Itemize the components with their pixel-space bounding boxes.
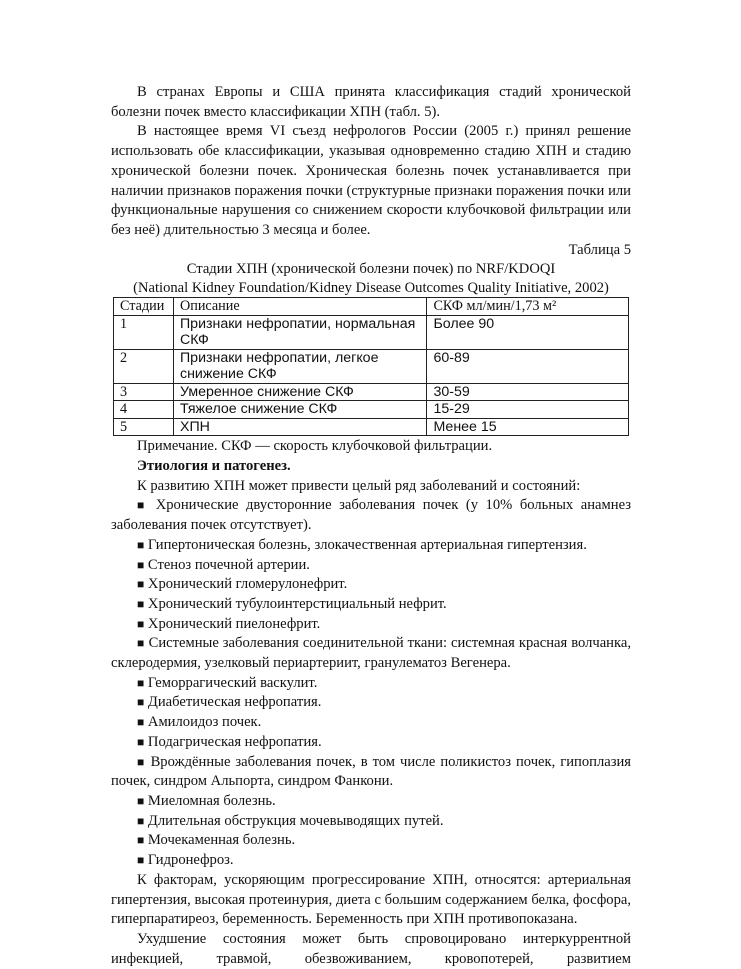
table-cell: 5 bbox=[114, 418, 174, 436]
causes-intro: К развитию ХПН может привести целый ряд заболеваний и состояний: bbox=[137, 477, 581, 494]
table-cell: 15-29 bbox=[427, 401, 629, 419]
table-header-cell: СКФ мл/мин/1,73 м² bbox=[427, 298, 629, 316]
list-item bbox=[111, 831, 631, 851]
list-item bbox=[111, 674, 631, 694]
list-item bbox=[111, 496, 631, 535]
page-content bbox=[111, 83, 631, 969]
table-header-cell: Стадии bbox=[114, 298, 174, 316]
table-cell: 2 bbox=[114, 349, 174, 383]
table-cell: Тяжелое снижение СКФ bbox=[173, 401, 426, 419]
list-item-text: Амилоидоз почек. bbox=[147, 714, 262, 731]
list-item bbox=[111, 556, 631, 576]
bullet-square-icon: ■ bbox=[137, 616, 145, 631]
table-cell: 30-59 bbox=[427, 383, 629, 401]
table-cell: 60-89 bbox=[427, 349, 629, 383]
list-item bbox=[111, 753, 631, 792]
intro-paragraph-1: В странах Европы и США принята классификация стадий хронической болезни почек вместо классификации ХПН (табл. 5). bbox=[111, 84, 631, 120]
bullet-square-icon: ■ bbox=[137, 557, 145, 572]
bullet-square-icon: ■ bbox=[137, 853, 145, 868]
list-item-text: Хронические двусторонние заболевания почек (у 10% больных анамнез заболевания почек отсутствует). bbox=[111, 497, 631, 534]
table-caption-line2: (National Kidney Foundation/Kidney Disease Outcomes Quality Initiative, 2002) bbox=[133, 279, 609, 296]
list-item-text: Подагрическая нефропатия. bbox=[147, 733, 322, 750]
bullet-square-icon: ■ bbox=[137, 577, 145, 592]
list-item-text: Хронический тубулоинтерстициальный нефрит. bbox=[147, 595, 447, 612]
final-paragraph: Ухудшение состояния может быть спровоцировано интеркуррентной инфекцией, травмой, обезвоживанием, кровопотерей, развитием bbox=[111, 930, 631, 967]
list-item bbox=[111, 713, 631, 733]
list-item-text: Диабетическая нефропатия. bbox=[147, 694, 322, 711]
table-cell: 3 bbox=[114, 383, 174, 401]
table-label: Таблица 5 bbox=[568, 241, 631, 258]
table-row bbox=[114, 401, 629, 419]
table-header-cell: Описание bbox=[173, 298, 426, 316]
list-item bbox=[111, 595, 631, 615]
list-item bbox=[111, 812, 631, 832]
list-item bbox=[111, 615, 631, 635]
bullet-square-icon: ■ bbox=[137, 675, 145, 690]
bullet-square-icon: ■ bbox=[137, 734, 145, 749]
table-header-row bbox=[114, 298, 629, 316]
table-row bbox=[114, 349, 629, 383]
bullet-square-icon: ■ bbox=[137, 498, 149, 513]
table-note: Примечание. СКФ — скорость клубочковой фильтрации. bbox=[137, 438, 493, 455]
table-cell: Менее 15 bbox=[427, 418, 629, 436]
section-heading: Этиология и патогенез. bbox=[137, 458, 291, 475]
list-item-text: Врождённые заболевания почек, в том числе поликистоз почек, гипоплазия почек, синдром Альпорта, синдром Фанкони. bbox=[111, 753, 631, 790]
intro-paragraph-2: В настоящее время VI съезд нефрологов России (2005 г.) принял решение использовать обе классификации, указывая одновременно стадию ХПН и стадию хронической болезни почек. Хроническая болезнь почек устанавливается при наличии признаков поражения почки (структурные признаки поражения почки или функциональные нарушения со снижением скорости клубочковой фильтрации или без неё) длительностью 3 месяца и более. bbox=[111, 123, 631, 238]
list-item-text: Гипертоническая болезнь, злокачественная артериальная гипертензия. bbox=[147, 536, 587, 553]
list-item-text: Хронический гломерулонефрит. bbox=[147, 576, 348, 593]
list-item bbox=[111, 536, 631, 556]
causes-list bbox=[111, 496, 631, 870]
list-item-text: Хронический пиелонефрит. bbox=[147, 615, 321, 632]
ckd-stages-table bbox=[113, 297, 629, 436]
list-item bbox=[111, 851, 631, 871]
table-row bbox=[114, 315, 629, 349]
list-item-text: Мочекаменная болезнь. bbox=[147, 832, 296, 849]
table-cell: ХПН bbox=[173, 418, 426, 436]
bullet-square-icon: ■ bbox=[137, 537, 145, 552]
bullet-square-icon: ■ bbox=[137, 715, 145, 730]
progression-paragraph: К факторам, ускоряющим прогрессирование ХПН, относятся: артериальная гипертензия, высокая протеинурия, диета с большим содержанием белка, фосфора, гиперпаратиреоз, беременность. Беременность при ХПН противопоказана. bbox=[111, 871, 631, 928]
table-cell: Более 90 bbox=[427, 315, 629, 349]
table-caption-line1: Стадии ХПН (хронической болезни почек) по NRF/KDOQI bbox=[186, 261, 556, 278]
bullet-square-icon: ■ bbox=[137, 754, 146, 769]
table-row bbox=[114, 418, 629, 436]
bullet-square-icon: ■ bbox=[137, 793, 145, 808]
bullet-square-icon: ■ bbox=[137, 695, 145, 710]
table-row bbox=[114, 383, 629, 401]
list-item bbox=[111, 634, 631, 673]
list-item bbox=[111, 693, 631, 713]
list-item-text: Системные заболевания соединительной ткани: системная красная волчанка, склеродермия, узелковый периартериит, гранулематоз Вегенера. bbox=[111, 635, 631, 672]
table-cell: 4 bbox=[114, 401, 174, 419]
table-cell: Признаки нефропатии, легкое снижение СКФ bbox=[173, 349, 426, 383]
list-item-text: Стеноз почечной артерии. bbox=[147, 556, 310, 573]
list-item-text: Длительная обструкция мочевыводящих путей. bbox=[147, 812, 444, 829]
table-cell: 1 bbox=[114, 315, 174, 349]
list-item bbox=[111, 733, 631, 753]
bullet-square-icon: ■ bbox=[137, 813, 145, 828]
table-cell: Признаки нефропатии, нормальная СКФ bbox=[173, 315, 426, 349]
bullet-square-icon: ■ bbox=[137, 833, 145, 848]
list-item-text: Гидронефроз. bbox=[147, 852, 234, 869]
list-item-text: Геморрагический васкулит. bbox=[147, 674, 318, 691]
bullet-square-icon: ■ bbox=[137, 636, 145, 651]
list-item bbox=[111, 575, 631, 595]
list-item-text: Миеломная болезнь. bbox=[147, 792, 276, 809]
bullet-square-icon: ■ bbox=[137, 596, 145, 611]
list-item bbox=[111, 792, 631, 812]
table-cell: Умеренное снижение СКФ bbox=[173, 383, 426, 401]
